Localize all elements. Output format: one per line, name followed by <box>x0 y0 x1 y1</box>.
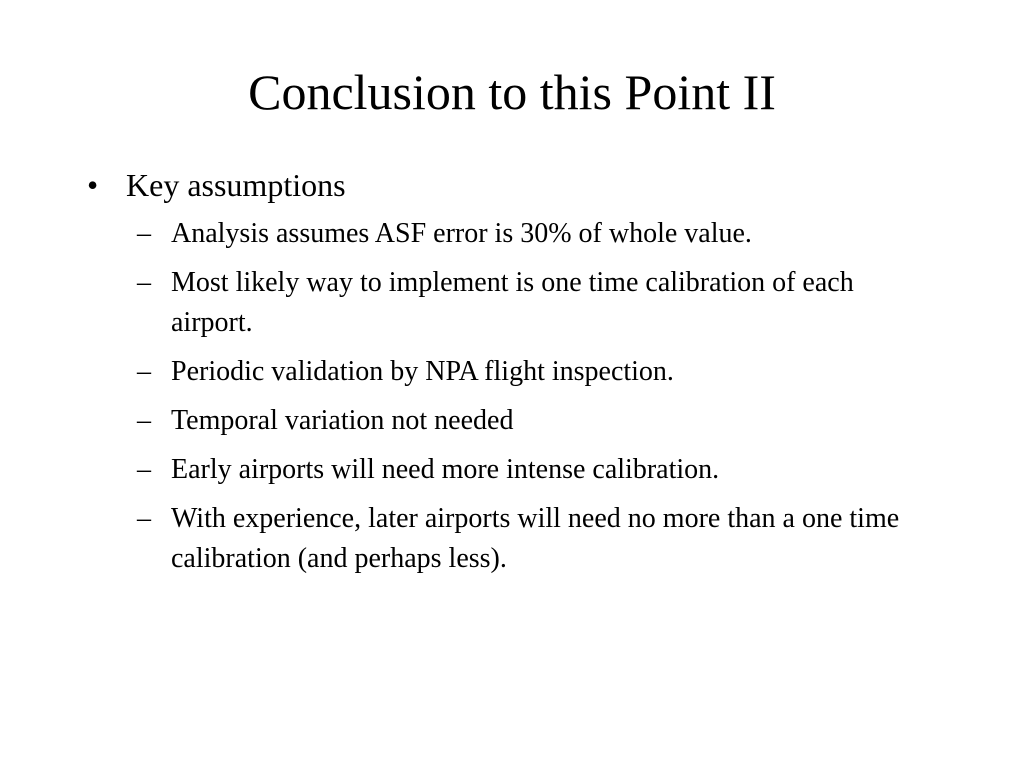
bullet-text: Key assumptions <box>126 167 346 203</box>
sub-bullet-item <box>137 450 957 490</box>
dash-marker: – <box>137 503 151 534</box>
sub-bullet-item <box>137 352 957 392</box>
sub-bullet-item <box>137 499 957 579</box>
dash-marker: – <box>137 454 151 485</box>
dash-marker: – <box>137 356 151 387</box>
sub-bullet-text: Analysis assumes ASF error is 30% of whole value. <box>171 218 752 249</box>
slide-content <box>87 160 957 588</box>
dash-marker: – <box>137 405 151 436</box>
sub-bullet-text: Temporal variation not needed <box>171 405 514 436</box>
sub-bullet-list <box>137 214 957 579</box>
slide-title: Conclusion to this Point II <box>248 64 776 120</box>
sub-bullet-text: With experience, later airports will need no more than a one time calibration (and perhaps less). <box>171 503 900 574</box>
dash-marker: – <box>137 267 151 298</box>
bullet-key-assumptions <box>87 160 957 210</box>
dash-marker: – <box>137 218 151 249</box>
sub-bullet-item <box>137 263 957 343</box>
bullet-marker: • <box>87 167 99 203</box>
sub-bullet-text: Most likely way to implement is one time calibration of each airport. <box>171 267 854 338</box>
sub-bullet-text: Periodic validation by NPA flight inspection. <box>171 356 674 387</box>
sub-bullet-item <box>137 401 957 441</box>
sub-bullet-text: Early airports will need more intense calibration. <box>171 454 720 485</box>
sub-bullet-item <box>137 214 957 254</box>
